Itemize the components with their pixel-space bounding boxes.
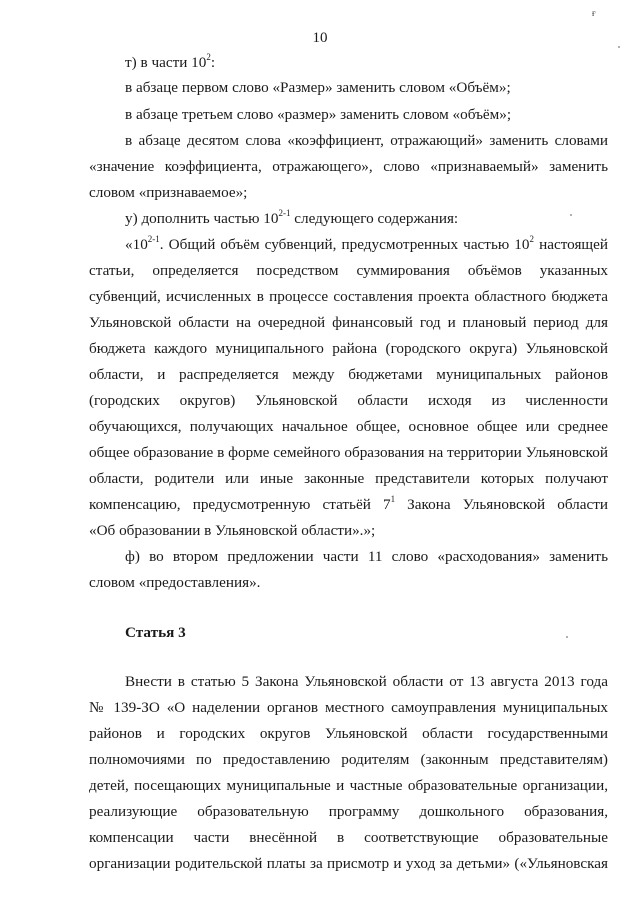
text-line: области, родители или иные законные представители которых получают [89, 470, 608, 487]
text-line: словом «признаваемое»; [89, 184, 248, 201]
text-line: в абзаце десятом слова «коэффициент, отражающий» заменить словами [125, 132, 608, 149]
text-line: «Об образовании в Ульяновской области».»; [89, 522, 376, 539]
text-line: районов и городских округов Ульяновской области государственными [89, 725, 608, 742]
text-line: бюджета каждого муниципального района (городского округа) Ульяновской [89, 340, 608, 357]
text-line: полномочиями по предоставлению родителям (законным представителям) [89, 751, 608, 768]
text-line: области, и распределяется между бюджетами муниципальных районов [89, 366, 608, 383]
paragraph-item-f: ф) во втором предложении части 11 слово «расходования» заменить [125, 548, 608, 565]
paragraph-item-u: у) дополнить частью 10$^{2-1}$ следующего содержания: [125, 207, 459, 227]
text-line: Внести в статью 5 Закона Ульяновской области от 13 августа 2013 года [125, 673, 608, 690]
quoted-part-10-2-1: «10$^{2-1}$. Общий объём субвенций, предусмотренных частью $10^2$ настоящей [125, 233, 608, 253]
text-line: в абзаце третьем слово «размер» заменить словом «объём»; [125, 106, 512, 123]
text-line: общее образование в форме семейного образования на территории Ульяновской [89, 444, 608, 461]
scan-speck [618, 46, 620, 48]
corner-mark: ғ [592, 8, 596, 18]
text-line: Ульяновской области на очередной финансовый год и плановый период для [89, 314, 608, 331]
text-line: (городских округов) Ульяновской области исходя из численности [89, 392, 608, 409]
page-number: 10 [312, 30, 328, 46]
text-line: «значение коэффициента, отражающего», слово «признаваемый» заменить [89, 158, 608, 175]
text-line: словом «предоставления». [89, 574, 261, 591]
article-heading: Статья 3 [125, 624, 186, 641]
text-line: компенсации части внесённой в соответствующие образовательные [89, 829, 608, 846]
text-line: реализующие образовательную программу дошкольного образования, [89, 803, 608, 820]
text-line: субвенций, исчисленных в процессе составления проекта областного бюджета [89, 288, 608, 305]
text-line: в абзаце первом слово «Размер» заменить словом «Объём»; [125, 79, 511, 96]
text-line: детей, посещающих муниципальные и частные образовательные организации, [89, 777, 608, 794]
paragraph-item-t: т) в части $10^2$: [125, 51, 216, 71]
text-line: организации родительской платы за присмотр и уход за детьми» («Ульяновская [89, 855, 608, 872]
text-line: статьи, определяется посредством суммирования объёмов указанных [89, 262, 608, 279]
text-line: № 139-ЗО «О наделении органов местного самоуправления муниципальных [89, 699, 608, 716]
text-line-with-sup: компенсацию, предусмотренную статьёй $7^1$ Закона Ульяновской области [89, 493, 609, 513]
text-line: обучающихся, получающих начальное общее, основное общее или среднее [89, 418, 608, 435]
